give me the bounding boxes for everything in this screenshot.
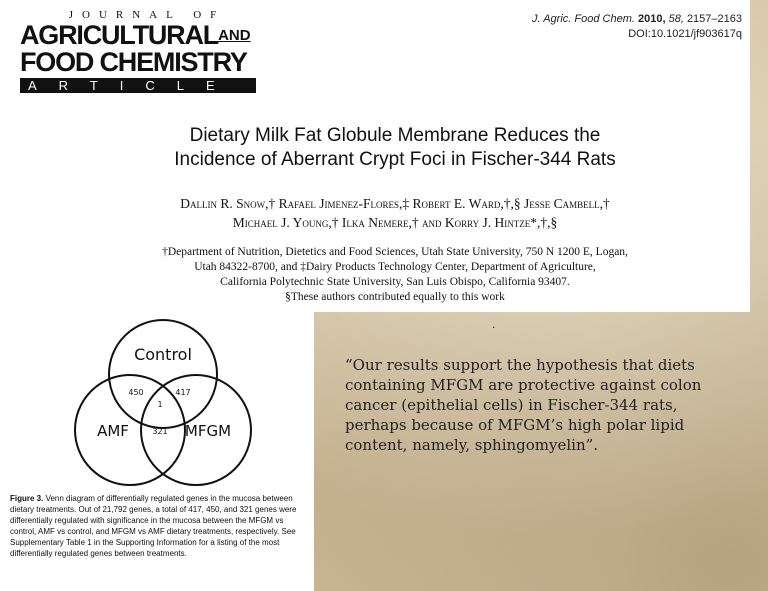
venn-label-control: Control (134, 345, 192, 364)
venn-label-mfgm: MFGM (184, 422, 232, 440)
figure-caption (10, 493, 310, 559)
affiliation-line-3: California Polytechnic State University, San Luis Obispo, California 93407. (220, 276, 570, 288)
venn-count-control-amf: 450 (128, 388, 144, 397)
citation-journal: J. Agric. Food Chem. (532, 13, 635, 25)
affiliation-line-2: Utah 84322-8700, and ‡Dairy Products Technology Center, Department of Agriculture, (194, 261, 596, 273)
figure-caption-label: Figure 3. (10, 494, 44, 503)
citation-volume: 58, (668, 13, 684, 25)
venn-count-all: 1 (157, 400, 163, 409)
citation-pages: 2157–2163 (686, 13, 742, 25)
logo-agricultural-text: AGRICULTURAL (20, 20, 219, 50)
citation-line (532, 12, 742, 27)
citation (532, 12, 742, 42)
paper-title (110, 124, 680, 172)
venn-count-control-mfgm: 417 (175, 388, 191, 397)
logo-food-chemistry: FOOD CHEMISTRY (20, 47, 247, 77)
citation-doi: DOI:10.1021/jf903617q (628, 28, 742, 40)
author-line-2: Michael J. Young,† Ilka Nemere,† and Korry J. Hintze*,†,§ (232, 215, 558, 230)
affiliation-line-1: †Department of Nutrition, Dietetics and Food Sciences, Utah State University, 750 N 1200 E, Logan, (162, 246, 628, 258)
affiliations (110, 245, 680, 305)
venn-circle-control (109, 320, 217, 428)
paper-title-line-1: Dietary Milk Fat Globule Membrane Reduces the (189, 125, 601, 146)
venn-label-amf: AMF (97, 422, 129, 440)
venn-count-amf-mfgm: 321 (152, 427, 168, 436)
journal-logo (20, 8, 260, 93)
citation-year: 2010, (637, 13, 666, 25)
highlight-quote: “Our results support the hypothesis that diets containing MFGM are protective against colon cancer (epithelial cells) in Fischer-344 rats, perhaps because of MFGM’s high polar lipid content, namely, sphingomyelin”. (345, 356, 702, 454)
author-line-1: Dallin R. Snow,† Rafael Jimenez-Flores,‡ Robert E. Ward,†,§ Jesse Cambell,† (180, 196, 610, 211)
venn-diagram (68, 318, 258, 490)
logo-journal-of: JOURNAL OF (68, 9, 226, 21)
logo-article-bar: ARTICLE (20, 78, 256, 93)
affiliation-note: §These authors contributed equally to this work (285, 291, 505, 303)
logo-agricultural (20, 22, 260, 49)
author-list (110, 194, 680, 232)
paper-title-line-2: Incidence of Aberrant Crypt Foci in Fischer-344 Rats (174, 149, 616, 170)
stray-dot: . (492, 317, 496, 331)
figure-caption-text: Venn diagram of differentially regulated genes in the mucosa between dietary treatments. Out of 21,792 genes, a total of 417, 450, and 321 genes were differentially regulated with significance in the mucosa between the MFGM vs control, AMF vs control, and MFGM vs AMF dietary treatments, respectively. See Supplementary Table 1 in the Supporting Information for a listing of the most differentially regulated genes between treatments. (10, 494, 297, 558)
logo-and: AND (218, 27, 251, 44)
